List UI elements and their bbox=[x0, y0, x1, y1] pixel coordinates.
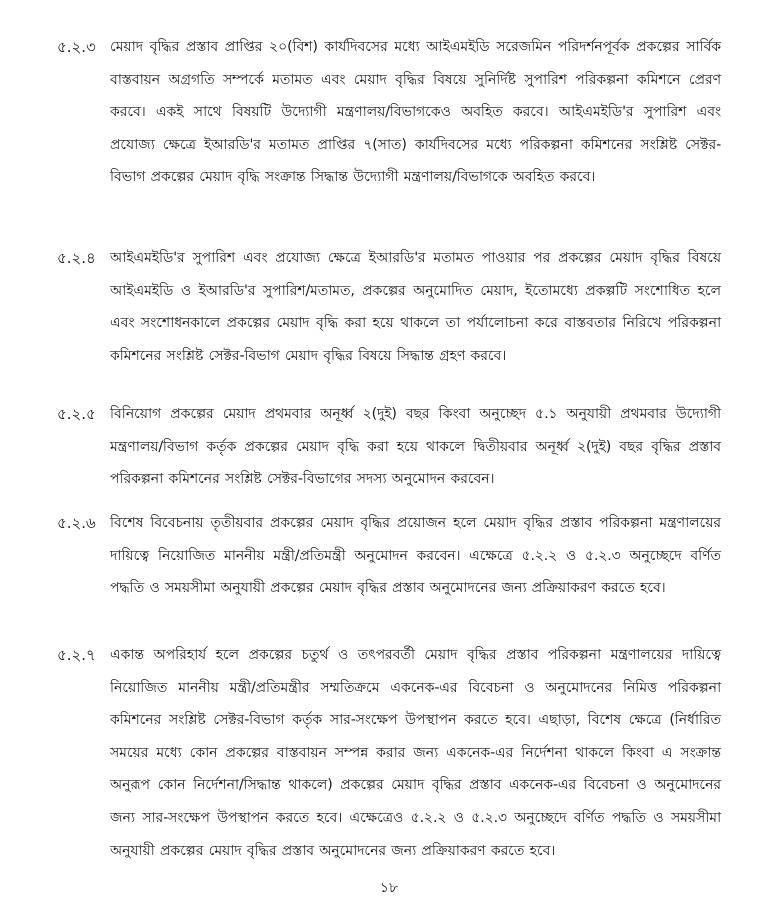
clause-text: বিশেষ বিবেচনায় তৃতীয়বার প্রকল্পের মেয়াদ বৃদ্ধির প্রয়োজন হলে মেয়াদ বৃদ্ধির প্রস্তাব পরিকল্পনা মন্ত্রণালয়ের দায়িত্বে নিয়োজিত মাননীয় মন্ত্রী/প্রতিমন্ত্রী অনুমোদন করবেন। এক্ষেত্রে ৫.২.২ ও ৫.২.৩ অনুচ্ছেদে বর্ণিত পদ্ধতি ও সময়সীমা অনুযায়ী প্রকল্পের মেয়াদ বৃদ্ধির প্রস্তাব অনুমোদনের জন্য প্রক্রিয়াকরণ করতে হবে। bbox=[110, 515, 721, 597]
clause-5-2-6 bbox=[57, 507, 721, 605]
clause-number: ৫.২.৪ bbox=[57, 249, 96, 267]
clause-text: আইএমইডি'র সুপারিশ এবং প্রযোজ্য ক্ষেত্রে ইআরডি'র মতামত পাওয়ার পর প্রকল্পের মেয়াদ বৃদ্ধির বিষয়ে আইএমইডি ও ইআরডি'র সুপারিশ/মতামত, প্রকল্পের অনুমোদিত মেয়াদ, ইতোমধ্যে প্রকল্পটি সংশোধিত হলে এবং সংশোধনকালে প্রকল্পের মেয়াদ বৃদ্ধি করা হয়ে থাকলে তা পর্যালোচনা করে বাস্তবতার নিরিখে পরিকল্পনা কমিশনের সংশ্লিষ্ট সেক্টর-বিভাগ মেয়াদ বৃদ্ধির বিষয়ে সিদ্ধান্ত গ্রহণ করবে। bbox=[110, 250, 721, 364]
clause-number: ৫.২.৭ bbox=[57, 646, 96, 664]
page-number: ১৮ bbox=[379, 880, 399, 896]
clause-5-2-7 bbox=[57, 639, 721, 867]
clause-5-2-3 bbox=[57, 31, 721, 194]
clause-text: মেয়াদ বৃদ্ধির প্রস্তাব প্রাপ্তির ২০(বিশ) কার্যদিবসের মধ্যে আইএমইডি সরেজমিন পরিদর্শনপূর্বক প্রকল্পের সার্বিক বাস্তবায়ন অগ্রগতি সম্পর্কে মতামত এবং মেয়াদ বৃদ্ধির বিষয়ে সুনির্দিষ্ট সুপারিশ পরিকল্পনা কমিশনে প্রেরণ করবে। একই সাথে বিষয়টি উদ্যোগী মন্ত্রণালয়/বিভাগকেও অবহিত করবে। আইএমইডি'র সুপারিশ এবং প্রযোজ্য ক্ষেত্রে ইআরডি'র মতামত প্রাপ্তির ৭(সাত) কার্যদিবসের মধ্যে পরিকল্পনা কমিশনের সংশ্লিষ্ট সেক্টর-বিভাগ প্রকল্পের মেয়াদ বৃদ্ধি সংক্রান্ত সিদ্ধান্ত উদ্যোগী মন্ত্রণালয়/বিভাগকে অবহিত করবে। bbox=[110, 39, 721, 186]
clause-text: বিনিয়োগ প্রকল্পের মেয়াদ প্রথমবার অনূর্ধ্ব ২(দুই) বছর কিংবা অনুচ্ছেদ ৫.১ অনুযায়ী প্রথমবার উদ্যোগী মন্ত্রণালয়/বিভাগ কর্তৃক প্রকল্পের মেয়াদ বৃদ্ধি করা হয়ে থাকলে দ্বিতীয়বার অনূর্ধ্ব ২(দুই) বছর বৃদ্ধির প্রস্তাব পরিকল্পনা কমিশনের সংশ্লিষ্ট সেক্টর-বিভাগের সদস্য অনুমোদন করবেন। bbox=[110, 406, 721, 488]
clause-text: একান্ত অপরিহার্য হলে প্রকল্পের চতুর্থ ও তৎপরবর্তী মেয়াদ বৃদ্ধির প্রস্তাব পরিকল্পনা মন্ত্রণালয়ের দায়িত্বে নিয়োজিত মাননীয় মন্ত্রী/প্রতিমন্ত্রীর সম্মতিক্রমে একনেক-এর বিবেচনা ও অনুমোদনের নিমিত্ত পরিকল্পনা কমিশনের সংশ্লিষ্ট সেক্টর-বিভাগ কর্তৃক সার-সংক্ষেপ উপস্থাপন করতে হবে। এছাড়া, বিশেষ ক্ষেত্রে (নির্ধারিত সময়ের মধ্যে কোন প্রকল্পের বাস্তবায়ন সম্পন্ন করার জন্য একনেক-এর নির্দেশনা থাকলে কিংবা এ সংক্রান্ত অনুরূপ কোন নির্দেশনা/সিদ্ধান্ত থাকলে) প্রকল্পের মেয়াদ বৃদ্ধির প্রস্তাব একনেক-এর বিবেচনা ও অনুমোদনের জন্য সার-সংক্ষেপ উপস্থাপন করতে হবে। এক্ষেত্রেও ৫.২.২ ও ৫.২.৩ অনুচ্ছেদে বর্ণিত পদ্ধতি ও সময়সীমা অনুযায়ী প্রকল্পের মেয়াদ বৃদ্ধির প্রস্তাব অনুমোদনের জন্য প্রক্রিয়াকরণ করতে হবে। bbox=[110, 647, 721, 859]
clause-number: ৫.২.৩ bbox=[57, 38, 96, 56]
clause-number: ৫.২.৫ bbox=[57, 405, 96, 423]
clause-5-2-4 bbox=[57, 242, 721, 372]
clause-number: ৫.২.৬ bbox=[57, 514, 96, 532]
clause-5-2-5 bbox=[57, 398, 721, 496]
